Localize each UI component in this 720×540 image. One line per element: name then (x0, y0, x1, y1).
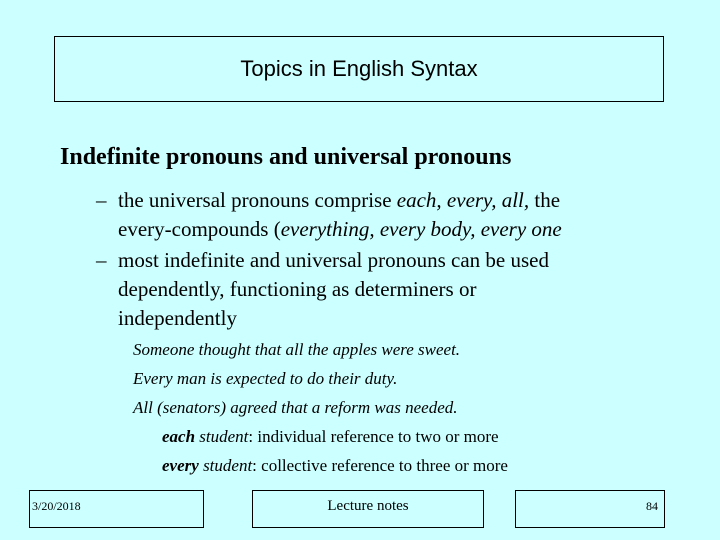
bullet-dash: – (96, 188, 107, 212)
bullet-line: every-compounds (everything, every body, every one (118, 217, 562, 241)
section-heading: Indefinite pronouns and universal pronouns (60, 144, 512, 170)
example-sentence: Every man is expected to do their duty. (133, 369, 398, 388)
slide-title-text: Topics in English Syntax (240, 56, 478, 81)
footer-center: Lecture notes (252, 490, 484, 528)
bullet-line: most indefinite and universal pronouns can be used (118, 248, 549, 272)
slide-title (54, 36, 664, 102)
example-note: each student: individual reference to two or more (162, 427, 499, 446)
footer-page-number: 84 (515, 490, 665, 528)
footer-date: 3/20/2018 (29, 490, 204, 528)
example-sentence: All (senators) agreed that a reform was needed. (133, 398, 458, 417)
example-sentence: Someone thought that all the apples were sweet. (133, 340, 461, 359)
bullet-line: independently (118, 306, 237, 330)
bullet-dash: – (96, 248, 107, 272)
example-note: every student: collective reference to three or more (162, 456, 508, 475)
bullet-line: dependently, functioning as determiners or (118, 277, 477, 301)
bullet-line: the universal pronouns comprise each, every, all, the (118, 188, 561, 212)
